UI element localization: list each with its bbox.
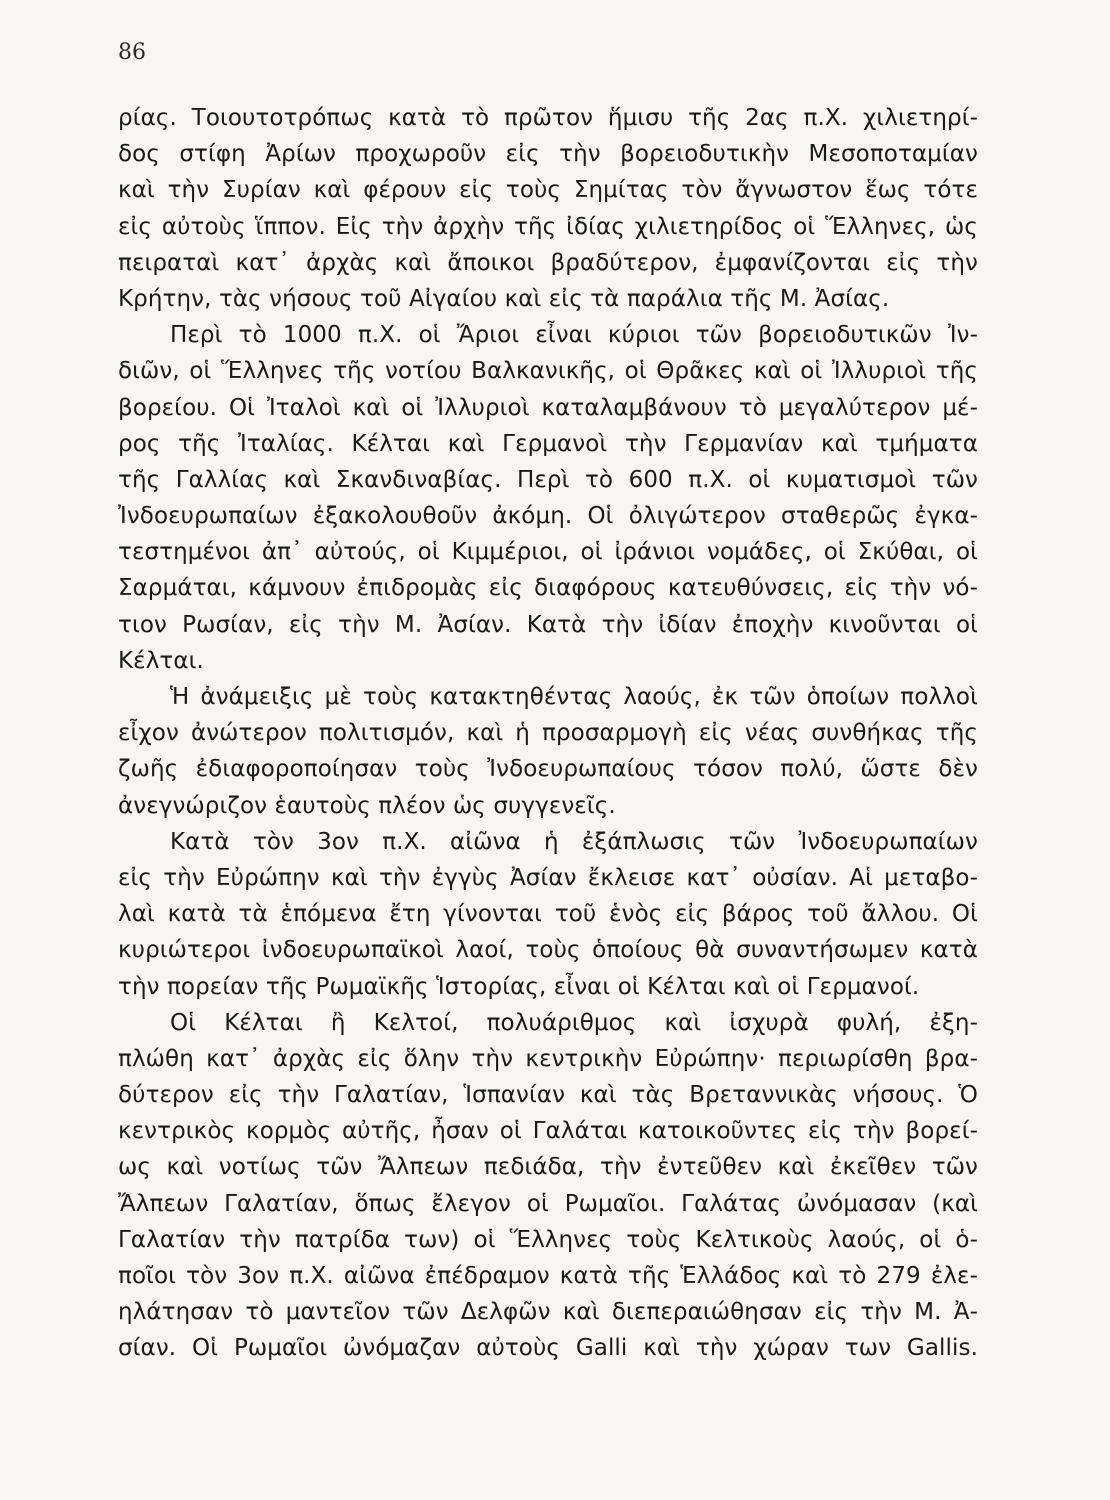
text-line: ἀνεγνώριζον ἑαυτοὺς πλέον ὡς συγγενεῖς. bbox=[118, 792, 616, 819]
text-line: καὶ τὴν Συρίαν καὶ φέρουν εἰς τοὺς Σημίτας τὸν ἄγνωστον ἕως τότε bbox=[118, 177, 978, 204]
text-line: διῶν, οἱ Ἕλληνες τῆς νοτίου Βαλκανικῆς, οἱ Θρᾶκες καὶ οἱ Ἰλλυριοὶ τῆς bbox=[118, 358, 978, 385]
text-line: ως καὶ νοτίως τῶν Ἄλπεων πεδιάδα, τὴν ἐντεῦθεν καὶ ἐκεῖθεν τῶν bbox=[118, 1154, 978, 1181]
text-line: τιον Ρωσίαν, εἰς τὴν Μ. Ἀσίαν. Κατὰ τὴν ἰδίαν ἐποχὴν κινοῦνται οἱ bbox=[118, 611, 978, 638]
text-line: ηλάτησαν τὸ μαντεῖον τῶν Δελφῶν καὶ διεπεραιώθησαν εἰς τὴν Μ. Ἀ- bbox=[118, 1299, 978, 1326]
text-line: Σαρμάται, κάμνουν ἐπιδρομὰς εἰς διαφόρους κατευθύνσεις, εἰς τὴν νό- bbox=[118, 575, 978, 602]
paragraph-start: Ἡ ἀνάμειξις μὲ τοὺς κατακτηθέντας λαούς, ἐκ τῶν ὁποίων πολλοὶ bbox=[170, 684, 978, 710]
text-line: λαὶ κατὰ τὰ ἑπόμενα ἔτη γίνονται τοῦ ἑνὸς εἰς βάρος τοῦ ἄλλου. Οἱ bbox=[118, 901, 978, 928]
text-line: ρος τῆς Ἰταλίας. Κέλται καὶ Γερμανοὶ τὴν Γερμανίαν καὶ τμήματα bbox=[118, 430, 978, 457]
text-line: πλώθη κατ᾽ ἀρχὰς εἰς ὅλην τὴν κεντρικὴν Εὐρώπην· περιωρίσθη βρα- bbox=[118, 1045, 978, 1072]
text-line: Κρήτην, τὰς νήσους τοῦ Αἰγαίου καὶ εἰς τὰ παράλια τῆς Μ. Ἀσίας. bbox=[118, 285, 890, 312]
text-line: κεντρικὸς κορμὸς αὐτῆς, ἦσαν οἱ Γαλάται κατοικοῦντες εἰς τὴν βορεί- bbox=[118, 1118, 978, 1145]
text-line: κυριώτεροι ἰνδοευρωπαϊκοὶ λαοί, τοὺς ὁποίους θὰ συναντήσωμεν κατὰ bbox=[118, 937, 978, 964]
text-line: τεστημένοι ἀπ᾽ αὐτούς, οἱ Κιμμέριοι, οἱ ἰράνιοι νομάδες, οἱ Σκύθαι, οἱ bbox=[118, 539, 978, 566]
paragraph-start: Περὶ τὸ 1000 π.Χ. οἱ Ἄριοι εἶναι κύριοι τῶν βορειοδυτικῶν Ἰν- bbox=[170, 322, 978, 349]
body-text bbox=[118, 100, 978, 1367]
text-line: εἰς αὐτοὺς ἵππον. Εἰς τὴν ἀρχὴν τῆς ἰδίας χιλιετηρίδος οἱ Ἕλληνες, ὡς bbox=[118, 213, 978, 240]
text-line: εἶχον ἀνώτερον πολιτισμόν, καὶ ἡ προσαρμογὴ εἰς νέας συνθήκας τῆς bbox=[118, 720, 978, 747]
text-line: δος στίφη Ἀρίων προχωροῦν εἰς τὴν βορειοδυτικὴν Μεσοποταμίαν bbox=[118, 141, 978, 168]
text-line: Γαλατίαν τὴν πατρίδα των) οἱ Ἕλληνες τοὺς Κελτικοὺς λαούς, οἱ ὁ- bbox=[118, 1226, 978, 1253]
text-line: βορείου. Οἱ Ἰταλοὶ καὶ οἱ Ἰλλυριοὶ καταλαμβάνουν τὸ μεγαλύτερον μέ- bbox=[118, 394, 978, 421]
paragraph-start: Οἱ Κέλται ἢ Κελτοί, πολυάριθμος καὶ ἰσχυρὰ φυλή, ἐξη- bbox=[170, 1009, 978, 1036]
text-line: πειραταὶ κατ᾽ ἀρχὰς καὶ ἄποικοι βραδύτερον, ἐμφανίζονται εἰς τὴν bbox=[118, 249, 978, 276]
text-line: ποῖοι τὸν 3ον π.Χ. αἰῶνα ἐπέδραμον κατὰ τῆς Ἑλλάδος καὶ τὸ 279 ἐλε- bbox=[118, 1263, 978, 1289]
text-line: σίαν. Οἱ Ρωμαῖοι ὠνόμαζαν αὐτοὺς Galli καὶ τὴν χώραν των Gallis. bbox=[118, 1335, 978, 1362]
paragraph-start: Κατὰ τὸν 3ον π.Χ. αἰῶνα ἡ ἐξάπλωσις τῶν Ἰνδοευρωπαίων bbox=[170, 828, 978, 855]
text-line: ζωῆς ἐδιαφοροποίησαν τοὺς Ἰνδοευρωπαίους τόσον πολύ, ὥστε δὲν bbox=[118, 756, 978, 783]
text-line: τῆς Γαλλίας καὶ Σκανδιναβίας. Περὶ τὸ 600 π.Χ. οἱ κυματισμοὶ τῶν bbox=[118, 466, 978, 493]
text-line: εἰς τὴν Εὐρώπην καὶ τὴν ἐγγὺς Ἀσίαν ἔκλεισε κατ᾽ οὐσίαν. Αἱ μεταβο- bbox=[118, 864, 978, 891]
text-line: ρίας. Τοιουτοτρόπως κατὰ τὸ πρῶτον ἥμισυ τῆς 2ας π.Χ. χιλιετηρί- bbox=[118, 105, 978, 131]
text-line: Ἰνδοευρωπαίων ἐξακολουθοῦν ἀκόμη. Οἱ ὀλιγώτερον σταθερῶς ἐγκα- bbox=[118, 503, 978, 530]
text-line: δύτερον εἰς τὴν Γαλατίαν, Ἱσπανίαν καὶ τὰς Βρεταννικὰς νήσους. Ὁ bbox=[118, 1082, 978, 1109]
text-line: Κέλται. bbox=[118, 647, 204, 674]
page-number: 86 bbox=[118, 40, 146, 65]
text-line: Ἄλπεων Γαλατίαν, ὅπως ἔλεγον οἱ Ρωμαῖοι. Γαλάτας ὠνόμασαν (καὶ bbox=[118, 1190, 978, 1217]
text-line: τὴν πορείαν τῆς Ρωμαϊκῆς Ἱστορίας, εἶναι οἱ Κέλται καὶ οἱ Γερμανοί. bbox=[118, 973, 920, 1000]
